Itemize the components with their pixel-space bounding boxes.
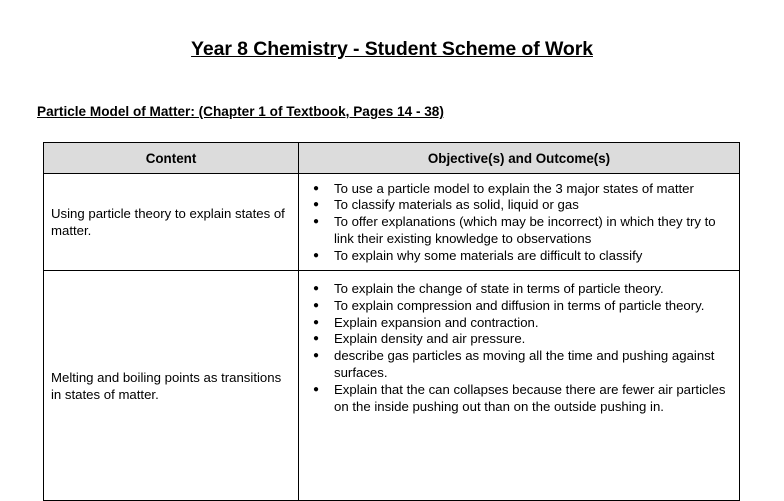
- objective-text: To explain the change of state in terms of particle theory.: [334, 281, 664, 296]
- objective-text: To classify materials as solid, liquid or gas: [334, 197, 579, 213]
- table-row: [44, 174, 740, 271]
- objective-item: [313, 331, 733, 348]
- objective-text: To use a particle model to explain the 3 major states of matter: [334, 180, 694, 196]
- objective-text: To explain compression and diffusion in terms of particle theory.: [334, 297, 705, 313]
- objective-text: describe gas particles as moving all the time and pushing against surfaces.: [334, 348, 715, 380]
- bullet-icon: ●: [313, 283, 320, 294]
- objective-item: [313, 382, 733, 416]
- bullet-icon: ●: [313, 182, 320, 194]
- objectives-cell: [299, 271, 740, 501]
- objective-text: To offer explanations (which may be incorrect) in which they try to link their existing knowledge to observations: [334, 214, 716, 246]
- objective-item: [313, 315, 733, 332]
- objectives-list: [313, 281, 733, 415]
- bullet-icon: ●: [313, 299, 320, 311]
- document-title: Year 8 Chemistry - Student Scheme of Work: [191, 38, 593, 60]
- bullet-icon: ●: [313, 333, 320, 345]
- objective-text: Explain that the can collapses because there are fewer air particles on the inside pushing out than on the outside pushing in.: [334, 381, 726, 414]
- objectives-cell: [299, 174, 740, 271]
- bullet-icon: ●: [313, 216, 320, 228]
- content-column-header: Content: [44, 143, 299, 174]
- bullet-icon: ●: [313, 350, 320, 362]
- section-subtitle: Particle Model of Matter: (Chapter 1 of Textbook, Pages 14 - 38): [37, 104, 444, 119]
- objective-item: [313, 298, 733, 315]
- objective-item: [313, 248, 733, 265]
- content-cell: Using particle theory to explain states of matter.: [44, 174, 299, 271]
- objectives-column-header: Objective(s) and Outcome(s): [299, 143, 740, 174]
- table-row: [44, 271, 740, 501]
- objective-text: Explain expansion and contraction.: [334, 314, 539, 330]
- objective-item: [313, 214, 733, 248]
- bullet-icon: ●: [313, 316, 320, 328]
- objective-text: Explain density and air pressure.: [334, 331, 526, 347]
- objective-item: [313, 181, 733, 198]
- scheme-table: [43, 142, 740, 501]
- objective-item: [313, 197, 733, 214]
- objectives-list: [313, 181, 733, 265]
- content-cell: Melting and boiling points as transitions in states of matter.: [44, 271, 299, 501]
- table-header-row: [44, 143, 740, 174]
- objective-item: [313, 281, 733, 298]
- bullet-icon: ●: [313, 383, 320, 395]
- bullet-icon: ●: [313, 249, 320, 261]
- objective-text: To explain why some materials are difficult to classify: [334, 247, 643, 263]
- objective-item: [313, 348, 733, 382]
- bullet-icon: ●: [313, 199, 320, 211]
